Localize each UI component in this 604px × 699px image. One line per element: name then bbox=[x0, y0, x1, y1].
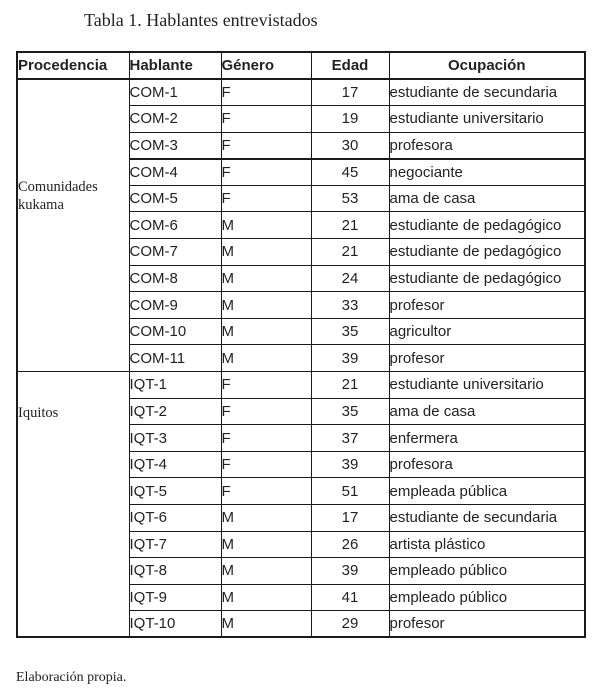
table-row bbox=[17, 372, 585, 399]
hablante-cell: COM-7 bbox=[129, 239, 221, 266]
hablante-cell: COM-11 bbox=[129, 345, 221, 372]
edad-cell: 21 bbox=[311, 372, 389, 399]
ocupacion-cell: estudiante de secundaria bbox=[389, 505, 585, 532]
hablante-cell: COM-3 bbox=[129, 132, 221, 159]
ocupacion-cell: profesor bbox=[389, 292, 585, 319]
genero-cell: M bbox=[221, 531, 311, 558]
ocupacion-cell: empleado público bbox=[389, 584, 585, 611]
genero-cell: M bbox=[221, 239, 311, 266]
hablante-cell: COM-4 bbox=[129, 159, 221, 186]
ocupacion-cell: artista plástico bbox=[389, 531, 585, 558]
ocupacion-cell: estudiante universitario bbox=[389, 106, 585, 133]
genero-cell: M bbox=[221, 345, 311, 372]
table-body bbox=[17, 79, 585, 637]
genero-cell: M bbox=[221, 584, 311, 611]
genero-cell: F bbox=[221, 132, 311, 159]
genero-cell: M bbox=[221, 505, 311, 532]
genero-cell: F bbox=[221, 425, 311, 452]
table-title: Tabla 1. Hablantes entrevistados bbox=[84, 10, 318, 30]
ocupacion-cell: profesor bbox=[389, 611, 585, 638]
hablante-cell: COM-1 bbox=[129, 79, 221, 106]
edad-cell: 37 bbox=[311, 425, 389, 452]
hablante-cell: IQT-8 bbox=[129, 558, 221, 585]
ocupacion-cell: negociante bbox=[389, 159, 585, 186]
hablante-cell: COM-2 bbox=[129, 106, 221, 133]
edad-cell: 26 bbox=[311, 531, 389, 558]
edad-cell: 24 bbox=[311, 265, 389, 292]
header-row bbox=[17, 52, 585, 79]
table-row bbox=[17, 79, 585, 106]
hablante-cell: COM-5 bbox=[129, 185, 221, 212]
genero-cell: M bbox=[221, 265, 311, 292]
hablante-cell: COM-9 bbox=[129, 292, 221, 319]
edad-cell: 35 bbox=[311, 318, 389, 345]
edad-cell: 29 bbox=[311, 611, 389, 638]
genero-cell: M bbox=[221, 318, 311, 345]
genero-cell: F bbox=[221, 106, 311, 133]
genero-cell: F bbox=[221, 451, 311, 478]
genero-cell: F bbox=[221, 79, 311, 106]
edad-cell: 21 bbox=[311, 239, 389, 266]
edad-cell: 41 bbox=[311, 584, 389, 611]
edad-cell: 30 bbox=[311, 132, 389, 159]
edad-cell: 39 bbox=[311, 558, 389, 585]
ocupacion-cell: profesora bbox=[389, 451, 585, 478]
hablante-cell: COM-8 bbox=[129, 265, 221, 292]
hablante-cell: IQT-10 bbox=[129, 611, 221, 638]
edad-cell: 39 bbox=[311, 345, 389, 372]
ocupacion-cell: estudiante de pedagógico bbox=[389, 265, 585, 292]
genero-cell: M bbox=[221, 558, 311, 585]
ocupacion-cell: estudiante de secundaria bbox=[389, 79, 585, 106]
edad-cell: 19 bbox=[311, 106, 389, 133]
genero-cell: F bbox=[221, 372, 311, 399]
ocupacion-cell: ama de casa bbox=[389, 185, 585, 212]
hablante-cell: IQT-1 bbox=[129, 372, 221, 399]
edad-cell: 35 bbox=[311, 398, 389, 425]
genero-cell: M bbox=[221, 611, 311, 638]
edad-cell: 45 bbox=[311, 159, 389, 186]
ocupacion-cell: profesor bbox=[389, 345, 585, 372]
genero-cell: M bbox=[221, 292, 311, 319]
ocupacion-cell: profesora bbox=[389, 132, 585, 159]
ocupacion-cell: empleado público bbox=[389, 558, 585, 585]
hablante-cell: IQT-9 bbox=[129, 584, 221, 611]
speakers-table bbox=[16, 51, 586, 638]
genero-cell: F bbox=[221, 478, 311, 505]
ocupacion-cell: empleada pública bbox=[389, 478, 585, 505]
ocupacion-cell: enfermera bbox=[389, 425, 585, 452]
hablante-cell: IQT-4 bbox=[129, 451, 221, 478]
hablante-cell: COM-10 bbox=[129, 318, 221, 345]
genero-cell: F bbox=[221, 398, 311, 425]
genero-cell: F bbox=[221, 159, 311, 186]
hablante-cell: IQT-6 bbox=[129, 505, 221, 532]
ocupacion-cell: ama de casa bbox=[389, 398, 585, 425]
source-note: Elaboración propia. bbox=[16, 670, 127, 685]
hablante-cell: COM-6 bbox=[129, 212, 221, 239]
ocupacion-cell: estudiante de pedagógico bbox=[389, 239, 585, 266]
header-genero: Género bbox=[221, 52, 311, 79]
edad-cell: 17 bbox=[311, 505, 389, 532]
edad-cell: 39 bbox=[311, 451, 389, 478]
header-hablante: Hablante bbox=[129, 52, 221, 79]
genero-cell: M bbox=[221, 212, 311, 239]
header-procedencia: Procedencia bbox=[17, 52, 129, 79]
hablante-cell: IQT-7 bbox=[129, 531, 221, 558]
edad-cell: 33 bbox=[311, 292, 389, 319]
hablante-cell: IQT-3 bbox=[129, 425, 221, 452]
procedencia-cell: Iquitos bbox=[17, 372, 129, 638]
genero-cell: F bbox=[221, 185, 311, 212]
ocupacion-cell: estudiante universitario bbox=[389, 372, 585, 399]
edad-cell: 51 bbox=[311, 478, 389, 505]
hablante-cell: IQT-2 bbox=[129, 398, 221, 425]
edad-cell: 17 bbox=[311, 79, 389, 106]
edad-cell: 53 bbox=[311, 185, 389, 212]
ocupacion-cell: agricultor bbox=[389, 318, 585, 345]
ocupacion-cell: estudiante de pedagógico bbox=[389, 212, 585, 239]
header-ocupacion: Ocupación bbox=[389, 52, 585, 79]
header-edad: Edad bbox=[311, 52, 389, 79]
edad-cell: 21 bbox=[311, 212, 389, 239]
hablante-cell: IQT-5 bbox=[129, 478, 221, 505]
procedencia-cell: Comunidades kukama bbox=[17, 79, 129, 372]
